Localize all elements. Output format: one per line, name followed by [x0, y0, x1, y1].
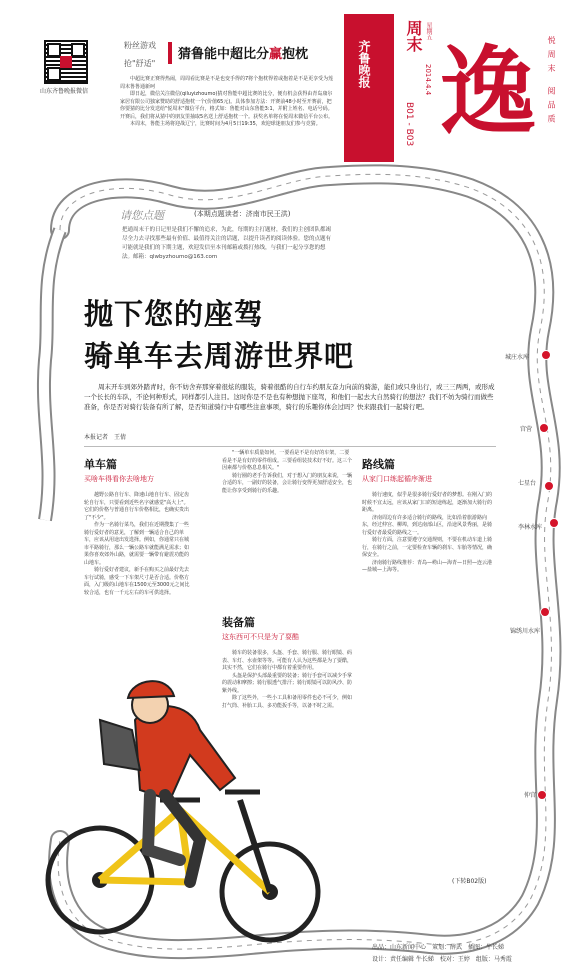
- intro-paragraph: 中超比赛正赛得热闹，周周看比赛是不是也变手得的7将个抱枕得着或抱着是不是更享受为莲周末鲁鲁通新呵: [120, 76, 334, 90]
- main-title-line-2: 骑单车去周游世界吧: [84, 339, 355, 373]
- intro-paragraph: 本周末，鲁能主场将迎战辽宁，比赛时间为4月5日19:35，欢迎球迷朋友们参与竞猜。: [130, 121, 321, 127]
- gear-paragraph: 除了这些外，一些小工具和备用零件也必不可少，例如打气筒、补胎工具、多功能扳手等，以备不时之需。: [222, 695, 353, 709]
- route-paragraph: 济南骑行路线推荐：青岛—崂山—海青—日照—连云港—盐城—上海等。: [362, 559, 493, 573]
- route-section-subtitle: 从家门口练起循序渐进: [362, 475, 432, 483]
- route-stop-label: 锦绣川水库: [510, 628, 541, 635]
- byline: 本报记者 王倩: [84, 434, 127, 441]
- bike-paragraph: 越野公路自行车、降速山地自行车、固定齿轮自行车，只要看到近些名字就感觉"高大上"。它们的价格与普通自行车价格相比，也确实贵出了"不少"。: [84, 492, 190, 521]
- gear-section-subtitle: 这东西可不只是为了耍酷: [222, 633, 299, 641]
- qr-caption: 山东齐鲁晚报微信: [40, 88, 89, 95]
- headline-text: 猜鲁能中超比分赢抱枕: [178, 47, 309, 62]
- route-section-body: [362, 492, 492, 575]
- paper-name: 齐鲁晚报: [357, 40, 371, 88]
- route-stop-marker: [549, 518, 559, 528]
- issue-date: 2014.4.4: [424, 64, 432, 96]
- bike-section-body: [84, 492, 190, 597]
- route-paragraph: 骑行速度，似乎是很多骑行爱好者的梦想。在刚入门的时候不宜太远，应该从家门口的短途练起，逐渐加大骑行的距离。: [362, 492, 493, 513]
- route-stop-marker: [541, 350, 551, 360]
- bike-section-title: 单车篇: [84, 458, 117, 471]
- main-title-line-1: 抛下您的座驾: [84, 297, 265, 331]
- topic-text: 把通周末千的日记里是我们不懈的追求，为此，每期的主打题材，我们的主创团队都竭尽全力去寻找那些最有价值、最值得关注的话题，以提升读者的阅读体验。您的点题有可能就是我们的下期主题，欢迎发信至本刊邮箱或拨打热线，与我们一起分享您的想法。邮箱：qlwbyzhoumo@163.com: [122, 227, 332, 260]
- gear-paragraph: 骑车的装备很多，头盔、手套、骑行服、骑行眼镜、码表、车灯、水壶架等等。可能有人认为这些都是为了耍酷，其实不然，它们在骑行中都有着重要作用。: [222, 650, 353, 671]
- weekday: 星期五: [425, 22, 432, 40]
- middle-paragraph: "一辆单车质量如何，一要看是不是有好的车架，二要看是不是有好的零件组成。三要看组装技术好不好。这三个因素都与价格息息相关。": [222, 450, 353, 471]
- route-stop-label: 城庄水库: [505, 354, 530, 361]
- quote-line-2: 抢"舒适": [124, 59, 156, 68]
- middle-paragraph: 骑行圈的老手告诉我们，对于想入门的朋友来说，一辆合适的车，一副好的装备，会让骑行变得更加舒适安全，也能让你享受到骑行的乐趣。: [222, 472, 353, 494]
- lede: 周末开车到郊外踏青时，你不妨舍弃那穿着很炫的服装，骑着很酷的自行车约朋友奋力向前的骑游，能们或只身出行，或三三两两，或形成一个长长的车队，不论何种形式，同样都引人注目。这时你是不是也有种想抛下座驾，和他们一起去大自然骑行的想法？我们不妨为骑行而做些准备，你是否对骑行装备有所了解，是否知道骑行中有哪些注意事项，骑行的乐趣你体会过吗？快来跟我们一起骑行吧。: [84, 383, 495, 411]
- middle-column: [222, 450, 352, 495]
- section-name: 周末: [404, 20, 423, 52]
- route-paragraph: 济南周边有许多适合骑行的路线，比如沿着旅游路向东，经过仲宫、柳埠，到达南部山区，沿途风景秀丽，是骑行爱好者最爱的路线之一。: [362, 514, 493, 536]
- headline-highlight: 赢: [269, 47, 283, 62]
- topic-host: (本期点题读者：济南市民王洪): [194, 210, 291, 218]
- intro-paragraph: 即日起，微信关注微信(qiluyizhoumo)猜对鲁能中超比赛的比分，便有机会获得由青岛康尔家居有限公司独家赞助的舒适抱枕一个(价值65元)。具体参加方法：开赛前48小时至开赛前，把你要猜的比分发送给"悦周末"微信平台，格式如：鲁能对山东鲁能3:1，并附上姓名、电话号码。开赛后，我们将从猜中的朋友里抽取5名送上舒适抱枕一个。获奖名单将在悦周末微信平台公布。: [120, 91, 334, 120]
- route-section-title: 路线篇: [362, 458, 395, 471]
- route-stop-label: 仲宫: [524, 792, 537, 799]
- route-stop-label: 七星台: [518, 480, 537, 487]
- gear-section-title: 装备篇: [222, 616, 255, 629]
- route-stop-marker: [537, 790, 547, 800]
- bike-paragraph: 骑行爱好者建议，新手在购买之前最好先去车行试骑，感受一下车架尺寸是否合适。价格方面，入门级的山地车在1500元至3000元之间比较合适，也有一千元左右的车可供选择。: [84, 567, 190, 596]
- cyclist-illustration: [40, 660, 340, 960]
- gear-paragraph: 头盔是保护头部最重要的装备；骑行手套可以减少手掌的震动和摩擦；骑行服透气排汗；骑行眼镜可以防风沙、防紫外线。: [222, 672, 353, 694]
- route-stop-marker: [544, 481, 554, 491]
- bike-paragraph: 作为一名骑行菜鸟，我们在近期搜集了一些骑行爱好者的意见，了解到一辆适合自己的单车，应该从用途出发选择。例如，你通常只在城市平路骑行，那么一辆公路车就能满足需求；如果你喜欢郊外山路，就需要一辆带有避震功能的山地车。: [84, 522, 190, 566]
- quote-line-1: 粉丝游戏: [124, 41, 156, 50]
- footer-credits: 出品：山东新闻中心 策划：薛武 插图：牛长娣: [372, 944, 505, 951]
- masthead-tagline: 悦周末 阅品质: [547, 36, 556, 129]
- route-stop-marker: [540, 607, 550, 617]
- masthead-big-char: 逸: [440, 35, 536, 148]
- route-stop-label: 李林水库: [518, 524, 543, 531]
- route-stop-label: 宫营: [520, 426, 533, 433]
- page-range: B01 - B03: [404, 102, 414, 147]
- footer-credits: 设计：责任编辑 牛长娣 校对：王婷 组版：马秀霞: [372, 956, 512, 963]
- section-divider: [84, 446, 496, 447]
- route-stop-marker: [539, 423, 549, 433]
- topic-label: 请您点题: [120, 209, 164, 222]
- route-paragraph: 骑行方面，注意要遵守交通规则，不要在机动车道上骑行，在骑行之前，一定要检查车辆的刹车、车胎等情况，确保安全。: [362, 537, 493, 558]
- continued-note: (下转B02版): [452, 878, 487, 885]
- bike-section-subtitle: 买啥车得看你去啥地方: [84, 475, 154, 483]
- main-title: [84, 293, 354, 377]
